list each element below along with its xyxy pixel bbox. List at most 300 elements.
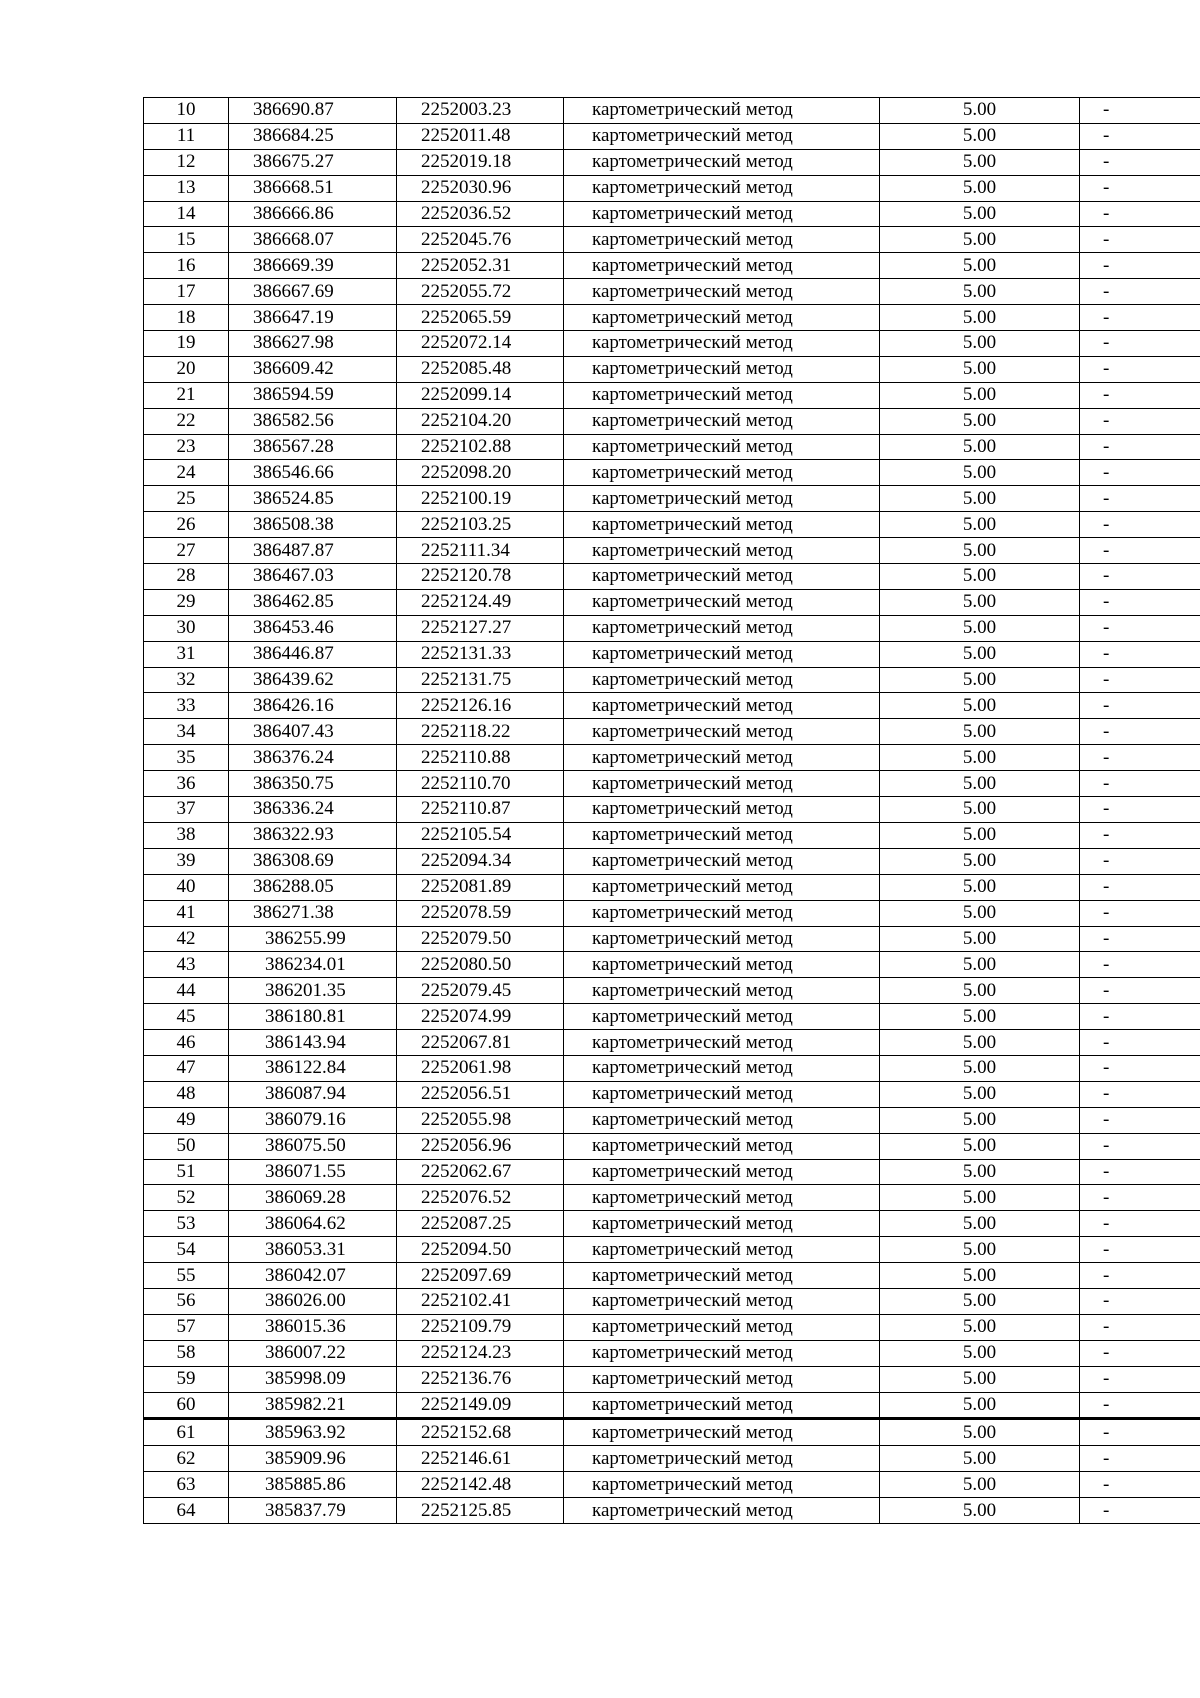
point-number-cell: 46 [144,1030,229,1056]
coordinate-x-cell: 386647.19 [229,305,397,331]
coordinate-y-cell: 2252003.23 [397,98,564,124]
coordinate-x-cell: 386007.22 [229,1340,397,1366]
description-cell: - [1080,1211,1200,1237]
method-cell: картометрический метод [564,201,880,227]
point-number-cell: 39 [144,848,229,874]
coordinate-y-cell: 2252131.75 [397,667,564,693]
point-number-cell: 13 [144,175,229,201]
coordinate-y-cell: 2252056.96 [397,1133,564,1159]
method-cell: картометрический метод [564,227,880,253]
description-cell: - [1080,512,1200,538]
table-row [144,1055,1200,1081]
point-number-cell: 15 [144,227,229,253]
description-cell: - [1080,719,1200,745]
coordinate-y-cell: 2252099.14 [397,382,564,408]
coordinate-x-cell: 386071.55 [229,1159,397,1185]
coordinates-table-body [144,98,1200,1524]
coordinate-y-cell: 2252103.25 [397,512,564,538]
description-cell: - [1080,1288,1200,1314]
coordinate-x-cell: 386567.28 [229,434,397,460]
accuracy-cell: 5.00 [880,331,1080,357]
table-row [144,1366,1200,1392]
coordinate-y-cell: 2252078.59 [397,900,564,926]
method-cell: картометрический метод [564,408,880,434]
accuracy-cell: 5.00 [880,667,1080,693]
coordinate-y-cell: 2252097.69 [397,1263,564,1289]
accuracy-cell: 5.00 [880,1030,1080,1056]
method-cell: картометрический метод [564,1498,880,1524]
coordinate-x-cell: 386015.36 [229,1314,397,1340]
method-cell: картометрический метод [564,175,880,201]
table-row [144,201,1200,227]
coordinate-y-cell: 2252074.99 [397,1004,564,1030]
point-number-cell: 32 [144,667,229,693]
method-cell: картометрический метод [564,874,880,900]
description-cell: - [1080,1446,1200,1472]
table-row [144,434,1200,460]
point-number-cell: 51 [144,1159,229,1185]
method-cell: картометрический метод [564,538,880,564]
coordinate-y-cell: 2252105.54 [397,822,564,848]
accuracy-cell: 5.00 [880,693,1080,719]
table-row [144,538,1200,564]
coordinate-y-cell: 2252120.78 [397,564,564,590]
point-number-cell: 41 [144,900,229,926]
method-cell: картометрический метод [564,1030,880,1056]
point-number-cell: 16 [144,253,229,279]
accuracy-cell: 5.00 [880,253,1080,279]
point-number-cell: 12 [144,149,229,175]
accuracy-cell: 5.00 [880,615,1080,641]
point-number-cell: 21 [144,382,229,408]
table-row [144,279,1200,305]
coordinate-y-cell: 2252019.18 [397,149,564,175]
coordinate-y-cell: 2252030.96 [397,175,564,201]
coordinate-y-cell: 2252111.34 [397,538,564,564]
table-row [144,615,1200,641]
description-cell: - [1080,667,1200,693]
table-row [144,822,1200,848]
coordinate-x-cell: 386667.69 [229,279,397,305]
coordinate-y-cell: 2252136.76 [397,1366,564,1392]
method-cell: картометрический метод [564,1211,880,1237]
table-row [144,356,1200,382]
accuracy-cell: 5.00 [880,1446,1080,1472]
accuracy-cell: 5.00 [880,926,1080,952]
method-cell: картометрический метод [564,434,880,460]
coordinate-y-cell: 2252104.20 [397,408,564,434]
method-cell: картометрический метод [564,1314,880,1340]
method-cell: картометрический метод [564,978,880,1004]
coordinate-y-cell: 2252094.50 [397,1237,564,1263]
coordinate-x-cell: 386668.51 [229,175,397,201]
accuracy-cell: 5.00 [880,1159,1080,1185]
coordinate-x-cell: 386026.00 [229,1288,397,1314]
description-cell: - [1080,1263,1200,1289]
accuracy-cell: 5.00 [880,408,1080,434]
coordinate-x-cell: 386042.07 [229,1263,397,1289]
coordinate-x-cell: 386376.24 [229,745,397,771]
table-row [144,641,1200,667]
coordinate-x-cell: 385909.96 [229,1446,397,1472]
table-row [144,745,1200,771]
table-row [144,693,1200,719]
coordinate-y-cell: 2252079.45 [397,978,564,1004]
coordinate-x-cell: 386690.87 [229,98,397,124]
coordinate-y-cell: 2252045.76 [397,227,564,253]
coordinate-x-cell: 386075.50 [229,1133,397,1159]
table-row [144,900,1200,926]
accuracy-cell: 5.00 [880,382,1080,408]
coordinate-x-cell: 386582.56 [229,408,397,434]
accuracy-cell: 5.00 [880,486,1080,512]
table-row [144,1472,1200,1498]
coordinate-y-cell: 2252087.25 [397,1211,564,1237]
point-number-cell: 44 [144,978,229,1004]
coordinate-x-cell: 386271.38 [229,900,397,926]
description-cell: - [1080,98,1200,124]
coordinate-x-cell: 386122.84 [229,1055,397,1081]
accuracy-cell: 5.00 [880,900,1080,926]
table-row [144,1288,1200,1314]
accuracy-cell: 5.00 [880,1107,1080,1133]
method-cell: картометрический метод [564,123,880,149]
accuracy-cell: 5.00 [880,771,1080,797]
description-cell: - [1080,408,1200,434]
coordinate-x-cell: 385982.21 [229,1392,397,1419]
point-number-cell: 26 [144,512,229,538]
coordinate-y-cell: 2252152.68 [397,1419,564,1446]
point-number-cell: 38 [144,822,229,848]
point-number-cell: 37 [144,797,229,823]
table-row [144,331,1200,357]
accuracy-cell: 5.00 [880,589,1080,615]
description-cell: - [1080,434,1200,460]
point-number-cell: 10 [144,98,229,124]
method-cell: картометрический метод [564,719,880,745]
point-number-cell: 35 [144,745,229,771]
table-row [144,1263,1200,1289]
accuracy-cell: 5.00 [880,978,1080,1004]
point-number-cell: 18 [144,305,229,331]
point-number-cell: 20 [144,356,229,382]
coordinate-x-cell: 386439.62 [229,667,397,693]
point-number-cell: 56 [144,1288,229,1314]
accuracy-cell: 5.00 [880,1498,1080,1524]
coordinate-y-cell: 2252118.22 [397,719,564,745]
accuracy-cell: 5.00 [880,305,1080,331]
coordinate-y-cell: 2252094.34 [397,848,564,874]
accuracy-cell: 5.00 [880,797,1080,823]
accuracy-cell: 5.00 [880,848,1080,874]
method-cell: картометрический метод [564,1237,880,1263]
coordinate-x-cell: 385837.79 [229,1498,397,1524]
description-cell: - [1080,589,1200,615]
description-cell: - [1080,1366,1200,1392]
point-number-cell: 59 [144,1366,229,1392]
method-cell: картометрический метод [564,589,880,615]
point-number-cell: 33 [144,693,229,719]
coordinate-y-cell: 2252146.61 [397,1446,564,1472]
accuracy-cell: 5.00 [880,745,1080,771]
method-cell: картометрический метод [564,615,880,641]
coordinate-x-cell: 386453.46 [229,615,397,641]
method-cell: картометрический метод [564,305,880,331]
coordinate-x-cell: 386467.03 [229,564,397,590]
coordinate-x-cell: 386669.39 [229,253,397,279]
description-cell: - [1080,848,1200,874]
table-row [144,564,1200,590]
coordinate-y-cell: 2252127.27 [397,615,564,641]
point-number-cell: 63 [144,1472,229,1498]
table-row [144,1004,1200,1030]
coordinate-y-cell: 2252072.14 [397,331,564,357]
description-cell: - [1080,1081,1200,1107]
accuracy-cell: 5.00 [880,434,1080,460]
point-number-cell: 30 [144,615,229,641]
table-row [144,771,1200,797]
coordinate-x-cell: 386308.69 [229,848,397,874]
coordinate-x-cell: 386524.85 [229,486,397,512]
coordinate-x-cell: 386053.31 [229,1237,397,1263]
description-cell: - [1080,1107,1200,1133]
table-row [144,408,1200,434]
coordinates-table [143,97,1200,1524]
table-row [144,175,1200,201]
table-row [144,1185,1200,1211]
coordinate-y-cell: 2252065.59 [397,305,564,331]
coordinate-x-cell: 386508.38 [229,512,397,538]
accuracy-cell: 5.00 [880,1419,1080,1446]
coordinate-x-cell: 385998.09 [229,1366,397,1392]
point-number-cell: 28 [144,564,229,590]
accuracy-cell: 5.00 [880,1237,1080,1263]
method-cell: картометрический метод [564,1288,880,1314]
coordinate-y-cell: 2252110.87 [397,797,564,823]
point-number-cell: 43 [144,952,229,978]
accuracy-cell: 5.00 [880,952,1080,978]
description-cell: - [1080,1498,1200,1524]
coordinate-x-cell: 386143.94 [229,1030,397,1056]
coordinate-x-cell: 386288.05 [229,874,397,900]
accuracy-cell: 5.00 [880,512,1080,538]
method-cell: картометрический метод [564,822,880,848]
accuracy-cell: 5.00 [880,1472,1080,1498]
description-cell: - [1080,693,1200,719]
point-number-cell: 29 [144,589,229,615]
table-row [144,1133,1200,1159]
point-number-cell: 64 [144,1498,229,1524]
description-cell: - [1080,460,1200,486]
description-cell: - [1080,1185,1200,1211]
coordinate-y-cell: 2252142.48 [397,1472,564,1498]
accuracy-cell: 5.00 [880,1366,1080,1392]
description-cell: - [1080,926,1200,952]
method-cell: картометрический метод [564,149,880,175]
point-number-cell: 53 [144,1211,229,1237]
coordinate-x-cell: 386255.99 [229,926,397,952]
coordinate-x-cell: 386594.59 [229,382,397,408]
method-cell: картометрический метод [564,693,880,719]
accuracy-cell: 5.00 [880,641,1080,667]
accuracy-cell: 5.00 [880,201,1080,227]
accuracy-cell: 5.00 [880,822,1080,848]
method-cell: картометрический метод [564,771,880,797]
accuracy-cell: 5.00 [880,1392,1080,1419]
coordinate-x-cell: 386336.24 [229,797,397,823]
description-cell: - [1080,615,1200,641]
coordinate-x-cell: 386234.01 [229,952,397,978]
table-row [144,1211,1200,1237]
accuracy-cell: 5.00 [880,149,1080,175]
coordinate-x-cell: 386684.25 [229,123,397,149]
table-row [144,1446,1200,1472]
coordinate-x-cell: 386079.16 [229,1107,397,1133]
accuracy-cell: 5.00 [880,175,1080,201]
description-cell: - [1080,1392,1200,1419]
coordinate-x-cell: 386675.27 [229,149,397,175]
method-cell: картометрический метод [564,1446,880,1472]
method-cell: картометрический метод [564,1472,880,1498]
method-cell: картометрический метод [564,564,880,590]
description-cell: - [1080,771,1200,797]
description-cell: - [1080,1055,1200,1081]
accuracy-cell: 5.00 [880,1211,1080,1237]
table-row [144,952,1200,978]
description-cell: - [1080,227,1200,253]
method-cell: картометрический метод [564,745,880,771]
table-row [144,1030,1200,1056]
coordinate-x-cell: 386666.86 [229,201,397,227]
coordinate-x-cell: 386487.87 [229,538,397,564]
coordinate-y-cell: 2252080.50 [397,952,564,978]
method-cell: картометрический метод [564,952,880,978]
coordinate-x-cell: 386609.42 [229,356,397,382]
description-cell: - [1080,305,1200,331]
coordinate-x-cell: 386201.35 [229,978,397,1004]
table-row [144,1159,1200,1185]
coordinate-x-cell: 385885.86 [229,1472,397,1498]
method-cell: картометрический метод [564,1133,880,1159]
table-row [144,797,1200,823]
table-row [144,719,1200,745]
description-cell: - [1080,1004,1200,1030]
coordinate-x-cell: 386322.93 [229,822,397,848]
point-number-cell: 22 [144,408,229,434]
method-cell: картометрический метод [564,900,880,926]
coordinate-x-cell: 386180.81 [229,1004,397,1030]
method-cell: картометрический метод [564,926,880,952]
coordinate-y-cell: 2252076.52 [397,1185,564,1211]
accuracy-cell: 5.00 [880,1314,1080,1340]
method-cell: картометрический метод [564,279,880,305]
coordinate-x-cell: 386668.07 [229,227,397,253]
description-cell: - [1080,641,1200,667]
coordinate-y-cell: 2252011.48 [397,123,564,149]
description-cell: - [1080,486,1200,512]
table-row [144,149,1200,175]
coordinate-x-cell: 386064.62 [229,1211,397,1237]
accuracy-cell: 5.00 [880,1004,1080,1030]
description-cell: - [1080,1159,1200,1185]
table-row [144,1340,1200,1366]
point-number-cell: 19 [144,331,229,357]
method-cell: картометрический метод [564,98,880,124]
description-cell: - [1080,382,1200,408]
point-number-cell: 11 [144,123,229,149]
coordinate-y-cell: 2252102.88 [397,434,564,460]
method-cell: картометрический метод [564,1185,880,1211]
method-cell: картометрический метод [564,797,880,823]
description-cell: - [1080,745,1200,771]
coordinate-y-cell: 2252081.89 [397,874,564,900]
point-number-cell: 14 [144,201,229,227]
description-cell: - [1080,564,1200,590]
method-cell: картометрический метод [564,1392,880,1419]
point-number-cell: 36 [144,771,229,797]
method-cell: картометрический метод [564,512,880,538]
coordinate-y-cell: 2252061.98 [397,1055,564,1081]
table-row [144,486,1200,512]
point-number-cell: 57 [144,1314,229,1340]
accuracy-cell: 5.00 [880,538,1080,564]
accuracy-cell: 5.00 [880,1185,1080,1211]
method-cell: картометрический метод [564,253,880,279]
table-row [144,98,1200,124]
coordinate-y-cell: 2252062.67 [397,1159,564,1185]
coordinate-x-cell: 386350.75 [229,771,397,797]
description-cell: - [1080,1472,1200,1498]
table-row [144,253,1200,279]
table-row [144,1419,1200,1446]
table-row [144,874,1200,900]
coordinate-x-cell: 385963.92 [229,1419,397,1446]
coordinate-x-cell: 386407.43 [229,719,397,745]
coordinate-y-cell: 2252056.51 [397,1081,564,1107]
accuracy-cell: 5.00 [880,460,1080,486]
method-cell: картометрический метод [564,1366,880,1392]
coordinate-y-cell: 2252124.23 [397,1340,564,1366]
coordinate-y-cell: 2252098.20 [397,460,564,486]
accuracy-cell: 5.00 [880,279,1080,305]
coordinate-y-cell: 2252131.33 [397,641,564,667]
coordinate-y-cell: 2252055.98 [397,1107,564,1133]
coordinate-y-cell: 2252036.52 [397,201,564,227]
coordinate-x-cell: 386627.98 [229,331,397,357]
coordinate-x-cell: 386426.16 [229,693,397,719]
method-cell: картометрический метод [564,460,880,486]
accuracy-cell: 5.00 [880,356,1080,382]
coordinate-y-cell: 2252079.50 [397,926,564,952]
description-cell: - [1080,952,1200,978]
accuracy-cell: 5.00 [880,1288,1080,1314]
point-number-cell: 17 [144,279,229,305]
point-number-cell: 40 [144,874,229,900]
point-number-cell: 42 [144,926,229,952]
coordinate-x-cell: 386087.94 [229,1081,397,1107]
table-row [144,1498,1200,1524]
description-cell: - [1080,279,1200,305]
description-cell: - [1080,538,1200,564]
description-cell: - [1080,331,1200,357]
coordinate-y-cell: 2252102.41 [397,1288,564,1314]
point-number-cell: 48 [144,1081,229,1107]
table-row [144,460,1200,486]
coordinate-y-cell: 2252052.31 [397,253,564,279]
point-number-cell: 25 [144,486,229,512]
point-number-cell: 47 [144,1055,229,1081]
point-number-cell: 24 [144,460,229,486]
